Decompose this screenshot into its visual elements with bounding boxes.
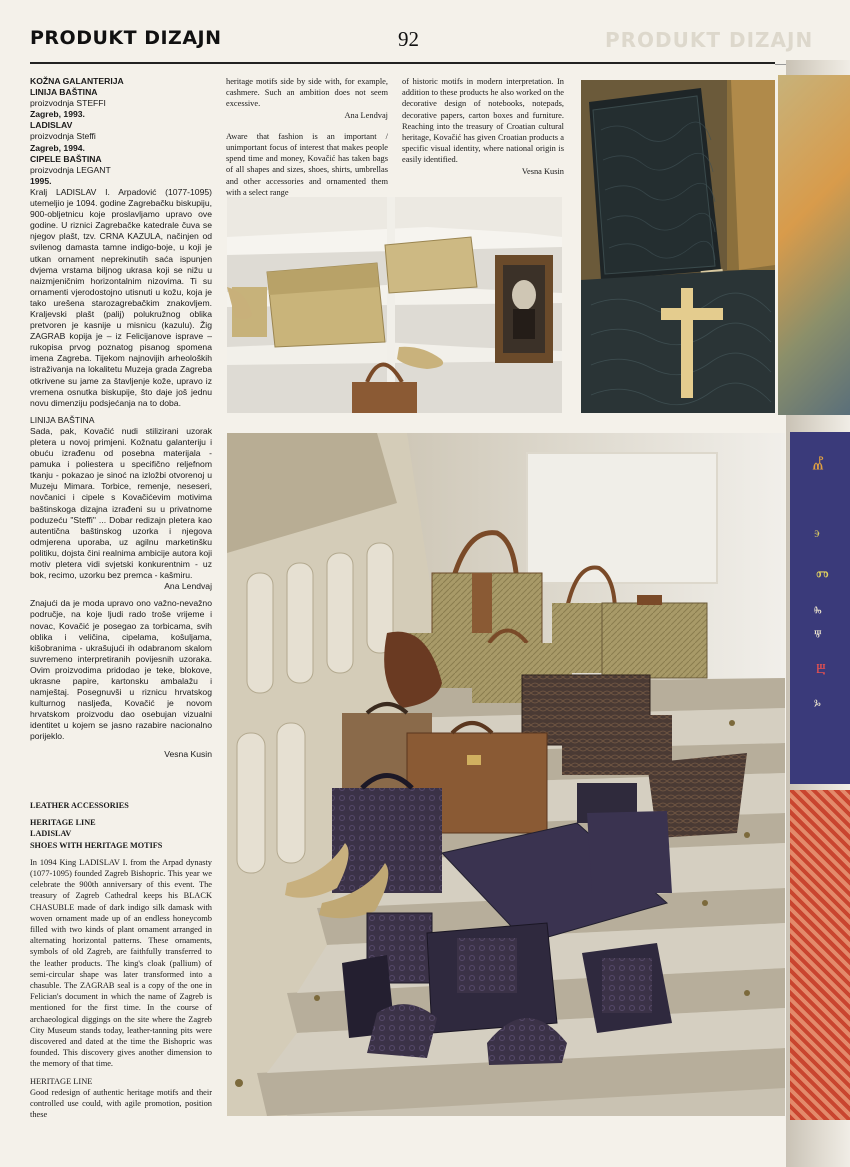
credit-place-year: Zagreb, 1993.	[30, 109, 85, 120]
credit-name: LADISLAV	[30, 120, 73, 131]
english-heading: HERITAGE LINE	[30, 818, 96, 828]
english-heading: LADISLAV	[30, 829, 72, 839]
body-paragraph: Kralj LADISLAV I. Arpadović (1077-1095) utemeljio je 1094. godine Zagrebačku biskupiju, 900-obljetnicu koje proslavljamo upravo ove godine. U riznici Zagrebačke katedrale čuva se njegov plašt, tzv. CRNA KAZULA, načinjen od svilenog damasta tamne indigo-boje, u koji je utkan ornament neprekinutih saća ispunjen dvjema vrstama biljnog ukrasa koji se nižu u naizmjeničnim horizontalnim nizovima. Ti su ornamenti vjerodostojno utisnuti u kožu, koja je tako urešena starozagrebačkim znakovljem. Kraljevski plašt (palij) polukružnog oblika pretvoren je kasnije u misnicu (kazulu). Žig ZAGRAB kopija je – iz Felicijanove isprave – rukopisa prvog poznatog pisanog spomena imena Zagreba. Tijekom najnovijih arheoloških istraživanja na lokalitetu Muzeja grada Zagreba otkrivene su jame za štavljenje kože, upravo iz vremena osnutka biskupije, što daje još jednu novu dimenziju podsjećanja na to doba.	[30, 186, 212, 408]
body-paragraph: Znajući da je moda upravo ono važno-nevažno područje, na koje ljudi rado troše vrijeme i novac, Kovačić je posegao za torbicama, svih oblika i veličina, cipelama, košuljama, kišobranima - ukrašujući ih odabranom skalom suvremeno interpretiranih povijesnih uzoraka. Ovim proizvodima pridodao je teke, blokove, ukrasne papire, kartonsku ambalažu i namještaj. Posegnuvši u riznicu hrvatskog kulturnog nasljeđa, Kovačić je novom hrvatskom proizvodu dao osebujan vizualni identitet u kojem se jasno razabire nacionalno porijeklo.	[30, 598, 212, 742]
braid-pattern-edge	[790, 790, 850, 1120]
glagolitic-glyph-icon: ⰳ	[814, 697, 821, 712]
author-signature: Vesna Kusin	[164, 748, 212, 759]
shelf-display-photo	[227, 197, 562, 413]
glagolitic-glyph-icon: ⰼ	[812, 454, 824, 479]
credit-name: KOŽNA GALANTERIJA	[30, 76, 124, 86]
english-paragraph: Aware that fashion is an important / unimportant focus of interest that makes people spend time and money, Kovačić has taken bags of all shapes and sizes, shoes, shirts, umbrellas and other accessories and ornamented them with a select range	[226, 131, 388, 197]
english-heading: LEATHER ACCESSORIES	[30, 801, 129, 810]
credit-producer: proizvodnja Steffi	[30, 131, 96, 142]
english-paragraph: In 1094 King LADISLAV I. from the Arpad dynasty (1077-1095) founded Zagreb Bishopric. This year we celebrate the 900th anniversary of this event. The treasury of Zagreb Cathedral keeps his BLACK CHASUBLE made of dark indigo silk damask with woven ornament made up of an endless honeycomb filled with two kinds of plant ornament arranged in alternating horizontal patterns. These ornaments, symbols of old Zagreb, are faithfully transferred to the leather products. The king's cloak (pallium) of semi-circular shape was later transformed into a chasuble. The ZAGRAB seal is a copy of the one in Felician's document in which the name of Zagreb is mentioned for the first time. In the course of archaeological diggings on the site where the Zagreb City Museum stands today, leather-tanning pits were discovered and dated at the time the Bishopric was founded. This discovery gives another dimension to the memory of that time.	[30, 857, 212, 1069]
umbrella-photo-edge	[778, 75, 850, 415]
english-text-column-third	[402, 76, 564, 177]
english-paragraph: of historic motifs in modern interpretation. In addition to these products he also worked on the decorative design of notebooks, notepads, decorative papers, carton boxes and furniture. Reaching into the treasury of Croatian cultural heritage, Kovačić has given Croatian products a specific visual identity, where national origin is easily identified.	[402, 77, 564, 165]
credit-producer: proizvodnja LEGANT	[30, 164, 111, 175]
author-signature: Vesna Kusin	[521, 166, 564, 176]
credit-line: LINIJA BAŠTINA	[30, 87, 98, 98]
credit-block	[30, 76, 212, 120]
bags-on-stairs-photo	[227, 433, 785, 1116]
notebook-photo	[581, 80, 775, 413]
body-paragraph: Sada, pak, Kovačić nudi stilizirani uzorak pletera u novoj primjeni. Kožnatu galanteriju i obuću izrađenu od posebna materijala - pamuka i poliestera u specifično reljefnom tkanju - pokazao je sinoć na izložbi otvorenoj u Muzeju Mimara. Torbice, remenje, neseseri, novčanici i cipele s Kovačićevim motivima baštinskoga dizajna izrađeni su u privatnome poduzeću "Steffi" ... Dobar redizajn pletera kao autentična baštinskog uzorka i njegova odmjerena uporaba, uz agilnu marketinšku politiku, dojsta čini realnima ambicije autora koji motiv pletera vidi svjetski konkurentnim - uz bok, recimo, uzorku bez premca - kašmiru.	[30, 425, 212, 581]
english-paragraph: heritage motifs side by side with, for example, cashmere. Such an ambition does not seem excessive.	[226, 77, 388, 109]
credit-name: CIPELE BAŠTINA	[30, 153, 102, 164]
english-heading: SHOES WITH HERITAGE MOTIFS	[30, 840, 163, 850]
credit-block	[30, 154, 212, 187]
credit-producer: proizvodnja STEFFI	[30, 98, 106, 109]
glagolitic-glyph-icon: ⰸ	[814, 604, 822, 620]
author-signature: Ana Lendvaj	[164, 581, 212, 592]
author-signature: Ana Lendvaj	[344, 110, 388, 120]
section-title: PRODUKT DIZAJN	[30, 27, 222, 49]
english-text-column	[30, 800, 212, 1120]
ghost-header-showthrough: PRODUKT DIZAJN	[605, 28, 814, 52]
header-rule	[30, 62, 775, 64]
glagolitic-glyph-icon: ⰵ	[814, 528, 821, 543]
glagolitic-glyph-icon: ⰱ	[816, 660, 826, 681]
english-text-column-middle	[226, 76, 388, 198]
credit-place-year: 1995.	[30, 175, 52, 186]
page-number: 92	[398, 27, 419, 51]
credit-place-year: Zagreb, 1994.	[30, 142, 85, 153]
credit-block	[30, 120, 212, 153]
croatian-text-column	[30, 76, 212, 760]
subheading: LINIJA BAŠTINA	[30, 414, 95, 425]
ornament-panel-edge	[790, 432, 850, 784]
english-subheading: HERITAGE LINE	[30, 1076, 93, 1086]
english-paragraph: Good redesign of authentic heritage motifs and their controlled use could, with agile promotion, position these	[30, 1087, 212, 1120]
glagolitic-glyph-icon: ⱋ	[814, 628, 822, 644]
glagolitic-glyph-icon: ⱅ	[816, 566, 829, 590]
